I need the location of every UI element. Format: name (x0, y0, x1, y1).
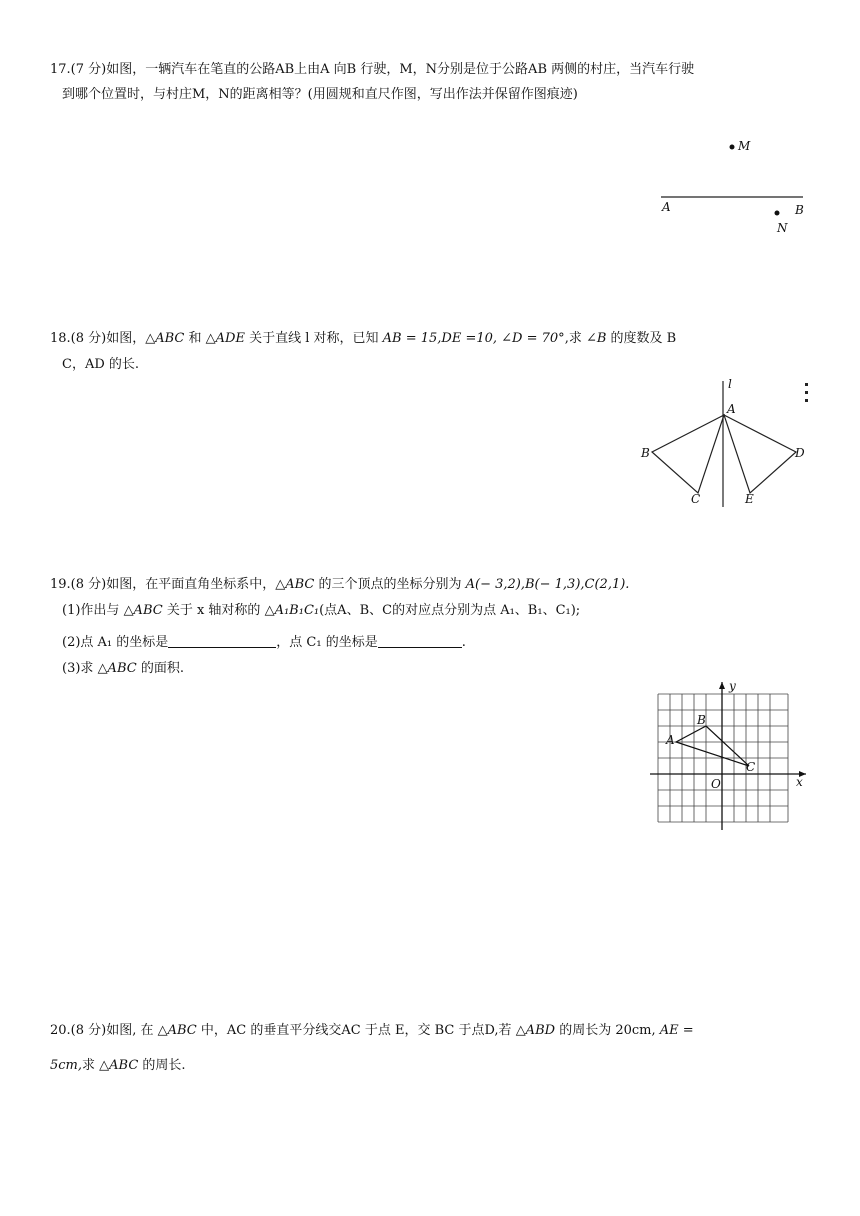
q17-figure (655, 135, 815, 245)
label-b: B (795, 203, 804, 217)
q17-text-line2: 到哪个位置时，与村庄M，N的距离相等？(用圆规和直尺作图，写出作法并保留作图痕迹) (62, 87, 578, 102)
label-b: B (641, 446, 650, 460)
q19-sub1-a: (1)作出与 (62, 603, 124, 618)
q20-tri: △ABC (157, 1023, 197, 1038)
q19-intro: 19.(8 分)如图，在平面直角坐标系中， (50, 577, 276, 592)
q18-end: 的度数及 B (606, 331, 677, 346)
label-b: B (697, 713, 706, 727)
q18-tri-ade: △ADE (205, 331, 245, 346)
q19-sub3-a: (3)求 (62, 661, 98, 676)
label-m: M (738, 139, 751, 153)
village-m-point (730, 145, 735, 150)
q20-text-line1 (50, 1021, 694, 1041)
q19-sub3-b: 的面积. (136, 661, 184, 676)
q20-tri-abd: △ABD (515, 1023, 556, 1038)
answer-blank-c1[interactable] (378, 633, 462, 648)
q18-tri-abc: △ABC (145, 331, 185, 346)
label-x: x (796, 775, 803, 789)
q18-and: 和 (184, 331, 206, 346)
label-c: C (746, 760, 756, 774)
q18-intro: 18.(8 分)如图， (50, 331, 146, 346)
q18-text-line1 (50, 329, 676, 349)
label-e: E (745, 492, 754, 506)
triangle-ade (724, 415, 796, 493)
q20-ae: AE = (659, 1023, 694, 1038)
q20-ae-value: 5cm, (50, 1058, 83, 1073)
q20-intro: 20.(8 分)如图, 在 (50, 1023, 158, 1038)
q17-text-line1: 17.(7 分)如图，一辆汽车在笔直的公路AB上由A 向B 行驶，M，N分别是位于公路AB 两侧的村庄，当汽车行驶 (50, 62, 695, 77)
q18-ask: ,求 (564, 331, 586, 346)
q19-coordinate-figure (648, 680, 818, 830)
q18-angle-b: ∠B (585, 331, 607, 346)
q19-sub2-c: . (461, 635, 466, 650)
label-n: N (777, 221, 788, 235)
triangle-abc (676, 726, 749, 766)
q20-perimeter: 的周长为 20cm, (555, 1023, 660, 1038)
q19-mid: 的三个顶点的坐标分别为 (314, 577, 466, 592)
q18-figure (638, 375, 818, 510)
q20-tri2: △ABC (99, 1058, 139, 1073)
side-marker (805, 383, 808, 402)
q19-sub1-c: (点A、B、C的对应点分别为点 A₁、B₁、C₁); (319, 603, 581, 618)
triangle-abc (652, 415, 724, 493)
q18-given: AB = 15,DE =10, ∠D = 70° (382, 331, 565, 346)
label-a: A (666, 733, 675, 747)
label-d: D (795, 446, 805, 460)
q19-sub1-image: △A₁B₁C₁ (264, 603, 320, 618)
label-c: C (691, 492, 701, 506)
q18-text-line2: C，AD 的长. (62, 357, 140, 372)
q20-end: 的周长. (138, 1058, 186, 1073)
q19-tri: △ABC (275, 577, 315, 592)
q18-mid: 关于直线 l 对称，已知 (244, 331, 383, 346)
y-axis-arrow (719, 682, 725, 689)
q19-sub1 (62, 601, 580, 621)
q19-sub1-b: 关于 x 轴对称的 (162, 603, 265, 618)
q19-sub2-a: (2)点 A₁ 的坐标是 (62, 635, 169, 650)
q19-text-line1 (50, 575, 629, 595)
label-a: A (662, 200, 671, 214)
q20-ask: 求 (82, 1058, 100, 1073)
label-y: y (729, 679, 736, 693)
q19-sub1-tri: △ABC (123, 603, 163, 618)
q19-sub3 (62, 659, 184, 679)
q19-sub2-b: ，点 C₁ 的坐标是 (276, 635, 378, 650)
label-a: A (727, 402, 736, 416)
label-l: l (728, 377, 732, 391)
label-origin: O (711, 777, 721, 791)
q19-coords: A(− 3,2),B(− 1,3),C(2,1). (465, 577, 630, 592)
q19-sub3-tri: △ABC (97, 661, 137, 676)
village-n-point (775, 211, 780, 216)
q19-sub2 (62, 633, 466, 653)
answer-blank-a1[interactable] (168, 633, 276, 648)
q20-mid: 中，AC 的垂直平分线交AC 于点 E，交 BC 于点D,若 (196, 1023, 516, 1038)
q20-text-line2 (50, 1056, 186, 1076)
